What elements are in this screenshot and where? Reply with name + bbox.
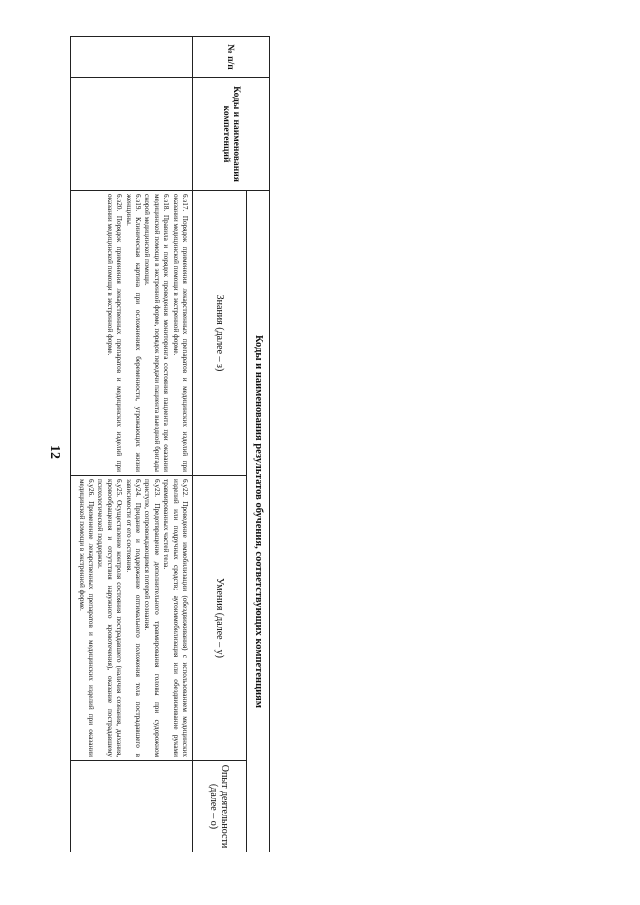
experience-cell <box>71 761 193 853</box>
knowledge-item: 6.з19. Клиническая картина при осложнениях беременности, угрожающих жизни женщины. <box>124 194 142 472</box>
header-competency-codes: Коды и наименования компетенций <box>193 78 270 191</box>
skill-item: 6.у26. Применение лекарственных препаратов и медицинских изделий при оказании медицинской помощи в экстренной форме. <box>77 479 95 757</box>
skill-item: 6.у25. Осуществление контроля состояния пострадавшего (наличия сознания, дыхания, кровообращения и отсутствия наружного кровотечения), оказание пострадавшему психологической поддержки. <box>96 479 124 757</box>
knowledge-item: 6.з17. Порядок применения лекарственных препаратов и медицинских изделий при оказании медицинской помощи в экстренной форме. <box>171 194 189 472</box>
skills-cell <box>71 476 193 761</box>
knowledge-cell <box>71 191 193 476</box>
skill-item: 6.у22. Проведение иммобилизации (обездвиживания) с использованием медицинских изделий или подручных средств; аутоиммобилизация или обездвиживание руками травмированных частей тела. <box>162 479 189 757</box>
header-learning-results: Коды и наименования результатов обучения, соответствующих компетенциям <box>247 191 270 853</box>
competency-codes-cell <box>71 78 193 191</box>
page-number: 12 <box>47 445 62 459</box>
rotated-table-canvas <box>70 36 270 852</box>
knowledge-item: 6.з20. Порядок применения лекарственных препаратов и медицинских изделий при оказании медицинской помощи в экстренной форме. <box>105 194 124 472</box>
competency-results-table <box>70 36 270 852</box>
header-skills: Умения (далее – у) <box>193 476 247 761</box>
header-row-number: № п/п <box>193 37 270 78</box>
skill-item: 6.у24. Придание и поддержание оптимального положения тела пострадавшего в зависимости от его состояния. <box>124 479 142 757</box>
skill-item: 6.у23. Предотвращение дополнительного травмирования головы при судорожном приступе, сопровождающимся потерей сознания. <box>143 479 161 757</box>
knowledge-item: 6.з18. Правила и порядок проведения мониторинга состояния пациента при оказании медицинской помощи в экстренной форме, порядок передачи пациента выездной бригады скорой медицинской помощи. <box>143 194 171 472</box>
row-number-cell <box>71 37 193 78</box>
header-knowledge: Знания (далее – з) <box>193 191 247 476</box>
header-experience: Опыт деятельности (далее – о) <box>193 761 247 853</box>
rotated-table-container <box>70 36 270 852</box>
